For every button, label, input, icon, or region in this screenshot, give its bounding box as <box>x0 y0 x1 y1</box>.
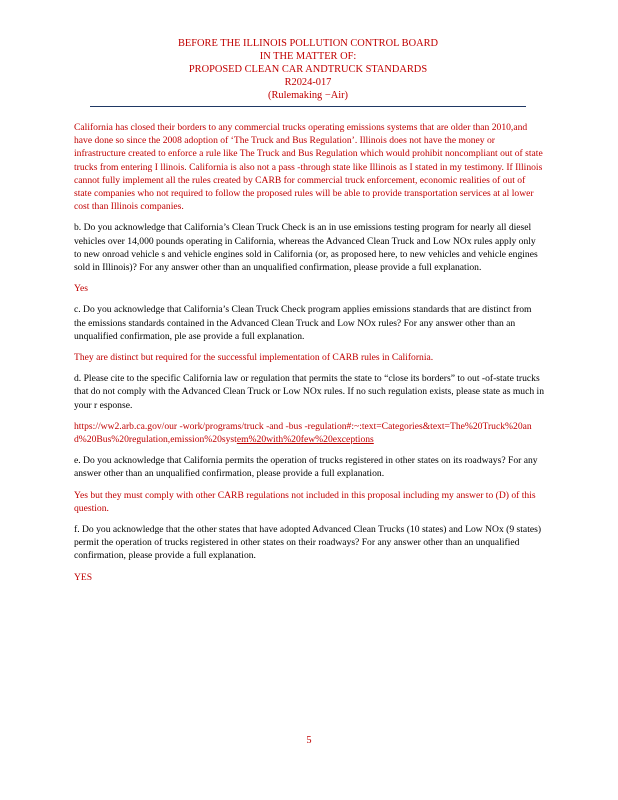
answer-d-link-part2[interactable]: em%20with%20few%20exceptions <box>236 434 374 446</box>
answer-b: Yes <box>74 283 88 295</box>
answer-d-link-part1[interactable]: https://ww2.arb.ca.gov/our -work/programs/truck -and -bus -regulation#:~:text=Categories&text=The%20Truck%20and%20Bus%20regulation,emission%20syst <box>74 420 532 446</box>
question-e: e. Do you acknowledge that California permits the operation of trucks registered in other states on its roadways? For any answer other than an unqualified confirmation, please provide a full explanation. <box>74 455 538 480</box>
header-title-line: PROPOSED CLEAN CAR ANDTRUCK STANDARDS <box>188 64 428 75</box>
question-c: c. Do you acknowledge that California’s Clean Truck Check program applies emissions standards that are distinct from the emissions standards contained in the Advanced Clean Truck and Low NOx rules? For any answer other than an unqualified confirmation, ple ase provide a full explanation. <box>74 304 532 342</box>
header-docket-number: R2024-017 <box>284 77 332 88</box>
answer-c: They are distinct but required for the successful implementation of CARB rules in California. <box>74 352 434 364</box>
header-rulemaking-line: (Rulemaking −Air) <box>267 90 349 101</box>
answer-f: YES <box>74 571 93 583</box>
answer-d-link[interactable] <box>74 420 544 446</box>
header-divider <box>90 106 526 107</box>
page-number: 5 <box>306 735 312 746</box>
question-b: b. Do you acknowledge that California’s Clean Truck Check is an in use emissions testing program for nearly all diesel vehicles over 14,000 pounds operating in California, whereas the Advanced Clean Truck and Low NOx rules apply only to new onroad vehicle s and vehicle engines sold in California (or, as proposed here, to new vehicles and vehicle engines sold in Illinois)? For any answer other than an unqualified confirmation, please provide a full explanation. <box>74 222 538 274</box>
intro-paragraph: California has closed their borders to any commercial trucks operating emissions systems that are older than 2010,and have done so since the 2008 adoption of ‘The Truck and Bus Regulation’. Illinois does not have the money or infrastructure created to enforce a rule like The Truck and Bus Regulation which would prohibit noncompliant out of state trucks from entering I llinois. California is also not a pass -through state like Illinois as I stated in my testimony. If Illinois cannot fully implement all the rules created by CARB for commercial truck enforcement, economic realities of out of state companies who not required to follow the proposed rules will be able to provide transportation services at al lower cost than Illinois companies. <box>74 122 543 213</box>
question-d: d. Please cite to the specific California law or regulation that permits the state to “close its borders” to out -of-state trucks that do not comply with the Advanced Clean Truck or Low NOx rules. If no such regulation exists, please state as much in your r esponse. <box>74 373 545 411</box>
header-matter-line: IN THE MATTER OF: <box>259 51 357 62</box>
answer-e: Yes but they must comply with other CARB regulations not included in this proposal including my answer to (D) of this question. <box>74 489 536 514</box>
question-f: f. Do you acknowledge that the other states that have adopted Advanced Clean Trucks (10 states) and Low NOx (9 states) permit the operation of trucks registered in other states on their roadways? For any answer other than an unqualified confirmation, please provide a full explanation. <box>74 524 542 562</box>
document-header <box>90 37 526 102</box>
header-board-line: BEFORE THE ILLINOIS POLLUTION CONTROL BOARD <box>177 38 439 49</box>
document-body <box>74 121 544 592</box>
